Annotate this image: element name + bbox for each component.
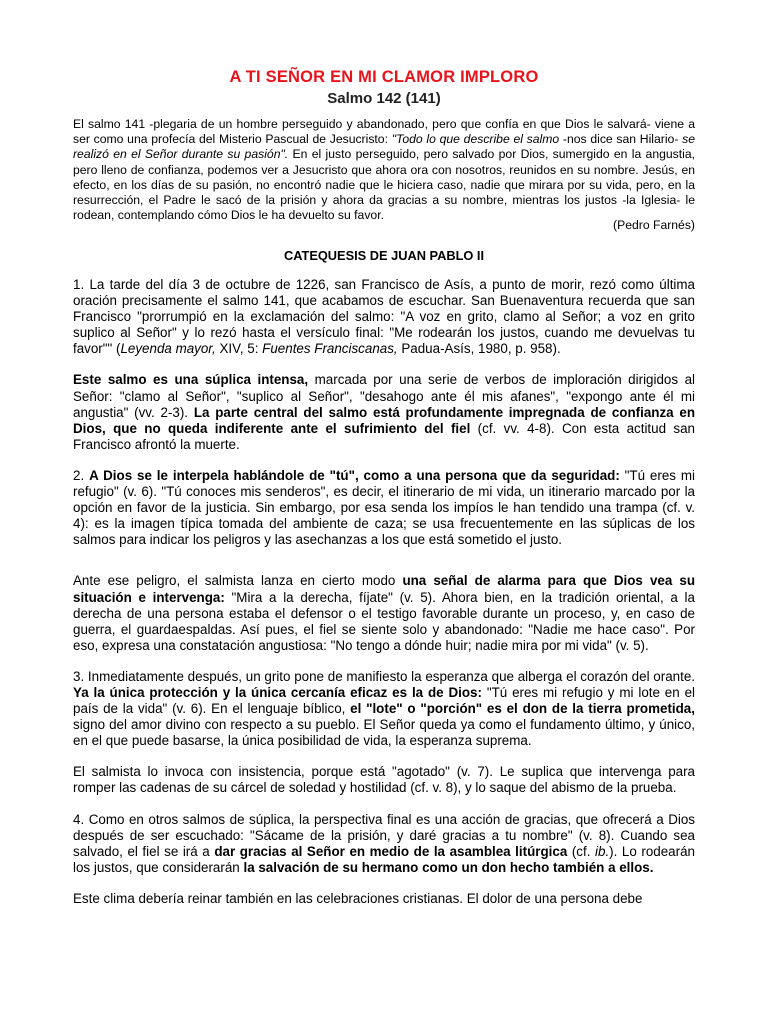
section-heading: CATEQUESIS DE JUAN PABLO II — [283, 248, 485, 263]
intro-paragraph: El salmo 141 -plegaria de un hombre perseguido y abandonado, pero que confía en que Dios le salvará- viene a ser como una profecía del Misterio Pascual de Jesucristo: "Todo lo que describe el salmo -nos dice san Hilario- se realizó en el Señor durante su pasión". En el justo perseguido, pero salvado por Dios, sumergido en la angustia, pero lleno de confianza, podemos ver a Jesucristo que ahora ora con nosotros, reunidos en su nombre. Jesús, en efecto, en los días de su pasión, no encontró nadie que le hiciera caso, nadie que mirara por su vida, pero, en la resurrección, el Padre le sacó de la prisión y ahora da gracias a su nombre, mientras los justos -la Iglesia- le rodean, contemplando cómo Dios le ha devuelto su favor. — [73, 117, 696, 223]
catechesis-body — [73, 277, 695, 922]
paragraph-7: 4. Como en otros salmos de súplica, la perspectiva final es una acción de gracias, que ofrecerá a Dios después de ser escuchado: "Sácame de la prisión, y daré gracias a tu nombre" (v. 8). Cuando sea salvado, el fiel se irá a dar gracias al Señor en medio de la asamblea litúrgica (cf. ib.). Lo rodearán los justos, que considerarán la salvación de su hermano como un don hecho también a ellos. — [73, 811, 695, 875]
paragraph-5: 3. Inmediatamente después, un grito pone de manifiesto la esperanza que alberga el corazón del orante. Ya la única protección y la única cercanía eficaz es la de Dios: "Tú eres mi refugio y mi lote en el país de la vida" (v. 6). En el lenguaje bíblico, el "lote" o "porción" es el don de la tierra prometida, signo del amor divino con respecto a su pueblo. El Señor queda ya como el fundamento último, y único, en el que puede basarse, la única posibilidad de vida, la esperanza suprema. — [73, 668, 695, 749]
page-subtitle: Salmo 142 (141) — [327, 90, 441, 107]
paragraph-6: El salmista lo invoca con insistencia, porque está "agotado" (v. 7). Le suplica que intervenga para romper las cadenas de su cárcel de soledad y hostilidad (cf. v. 8), y lo saque del abismo de la prueba. — [73, 764, 695, 796]
paragraph-3: 2. A Dios se le interpela hablándole de "tú", como a una persona que da seguridad: "Tú eres mi refugio" (v. 6). "Tú conoces mis senderos", es decir, el itinerario de mi vida, un itinerario marcado por la opción en favor de la justicia. Sin embargo, por esa senda los impíos le han tendido una trampa (cf. v. 4): es la imagen típica tomada del ambiente de caza; se usa frecuentemente en las súplicas de los salmos para indicar los peligros y las asechanzas a los que está sometido el justo. — [73, 467, 695, 548]
paragraph-4: Ante ese peligro, el salmista lanza en cierto modo una señal de alarma para que Dios vea su situación e intervenga: "Mira a la derecha, fíjate" (v. 5). Ahora bien, en la tradición oriental, a la derecha de una persona estaba el defensor o el testigo favorable durante un proceso, y, en caso de guerra, el guardaespaldas. Así pues, el fiel se siente solo y abandonado: "Nadie me hace caso". Por eso, expresa una constatación angustiosa: "No tengo a dónde huir; nadie mira por mi vida" (v. 5). — [73, 573, 695, 653]
paragraph-2: Este salmo es una súplica intensa, marcada por una serie de verbos de imploración dirigidos al Señor: "clamo al Señor", "suplico al Señor", "desahogo ante él mis afanes", "expongo ante él mi angustia" (vv. 2-3). La parte central del salmo está profundamente impregnada de confianza en Dios, que no queda indiferente ante el sufrimiento del fiel (cf. vv. 4-8). Con esta actitud san Francisco afrontó la muerte. — [73, 372, 696, 452]
intro-author: (Pedro Farnés) — [613, 218, 695, 232]
paragraph-8: Este clima debería reinar también en las celebraciones cristianas. El dolor de una persona debe — [73, 890, 643, 906]
paragraph-1: 1. La tarde del día 3 de octubre de 1226, san Francisco de Asís, a punto de morir, rezó como última oración precisamente el salmo 141, que acabamos de escuchar. San Buenaventura recuerda que san Francisco "prorrumpió en la exclamación del salmo: "A voz en grito, clamo al Señor; a voz en grito suplico al Señor" y lo rezó hasta el versículo final: "Me rodearán los justos, cuando me devuelvas tu favor"" (Leyenda mayor, XIV, 5: Fuentes Franciscanas, Padua-Asís, 1980, p. 958). — [73, 277, 695, 357]
page-title: A TI SEÑOR EN MI CLAMOR IMPLORO — [229, 68, 539, 86]
